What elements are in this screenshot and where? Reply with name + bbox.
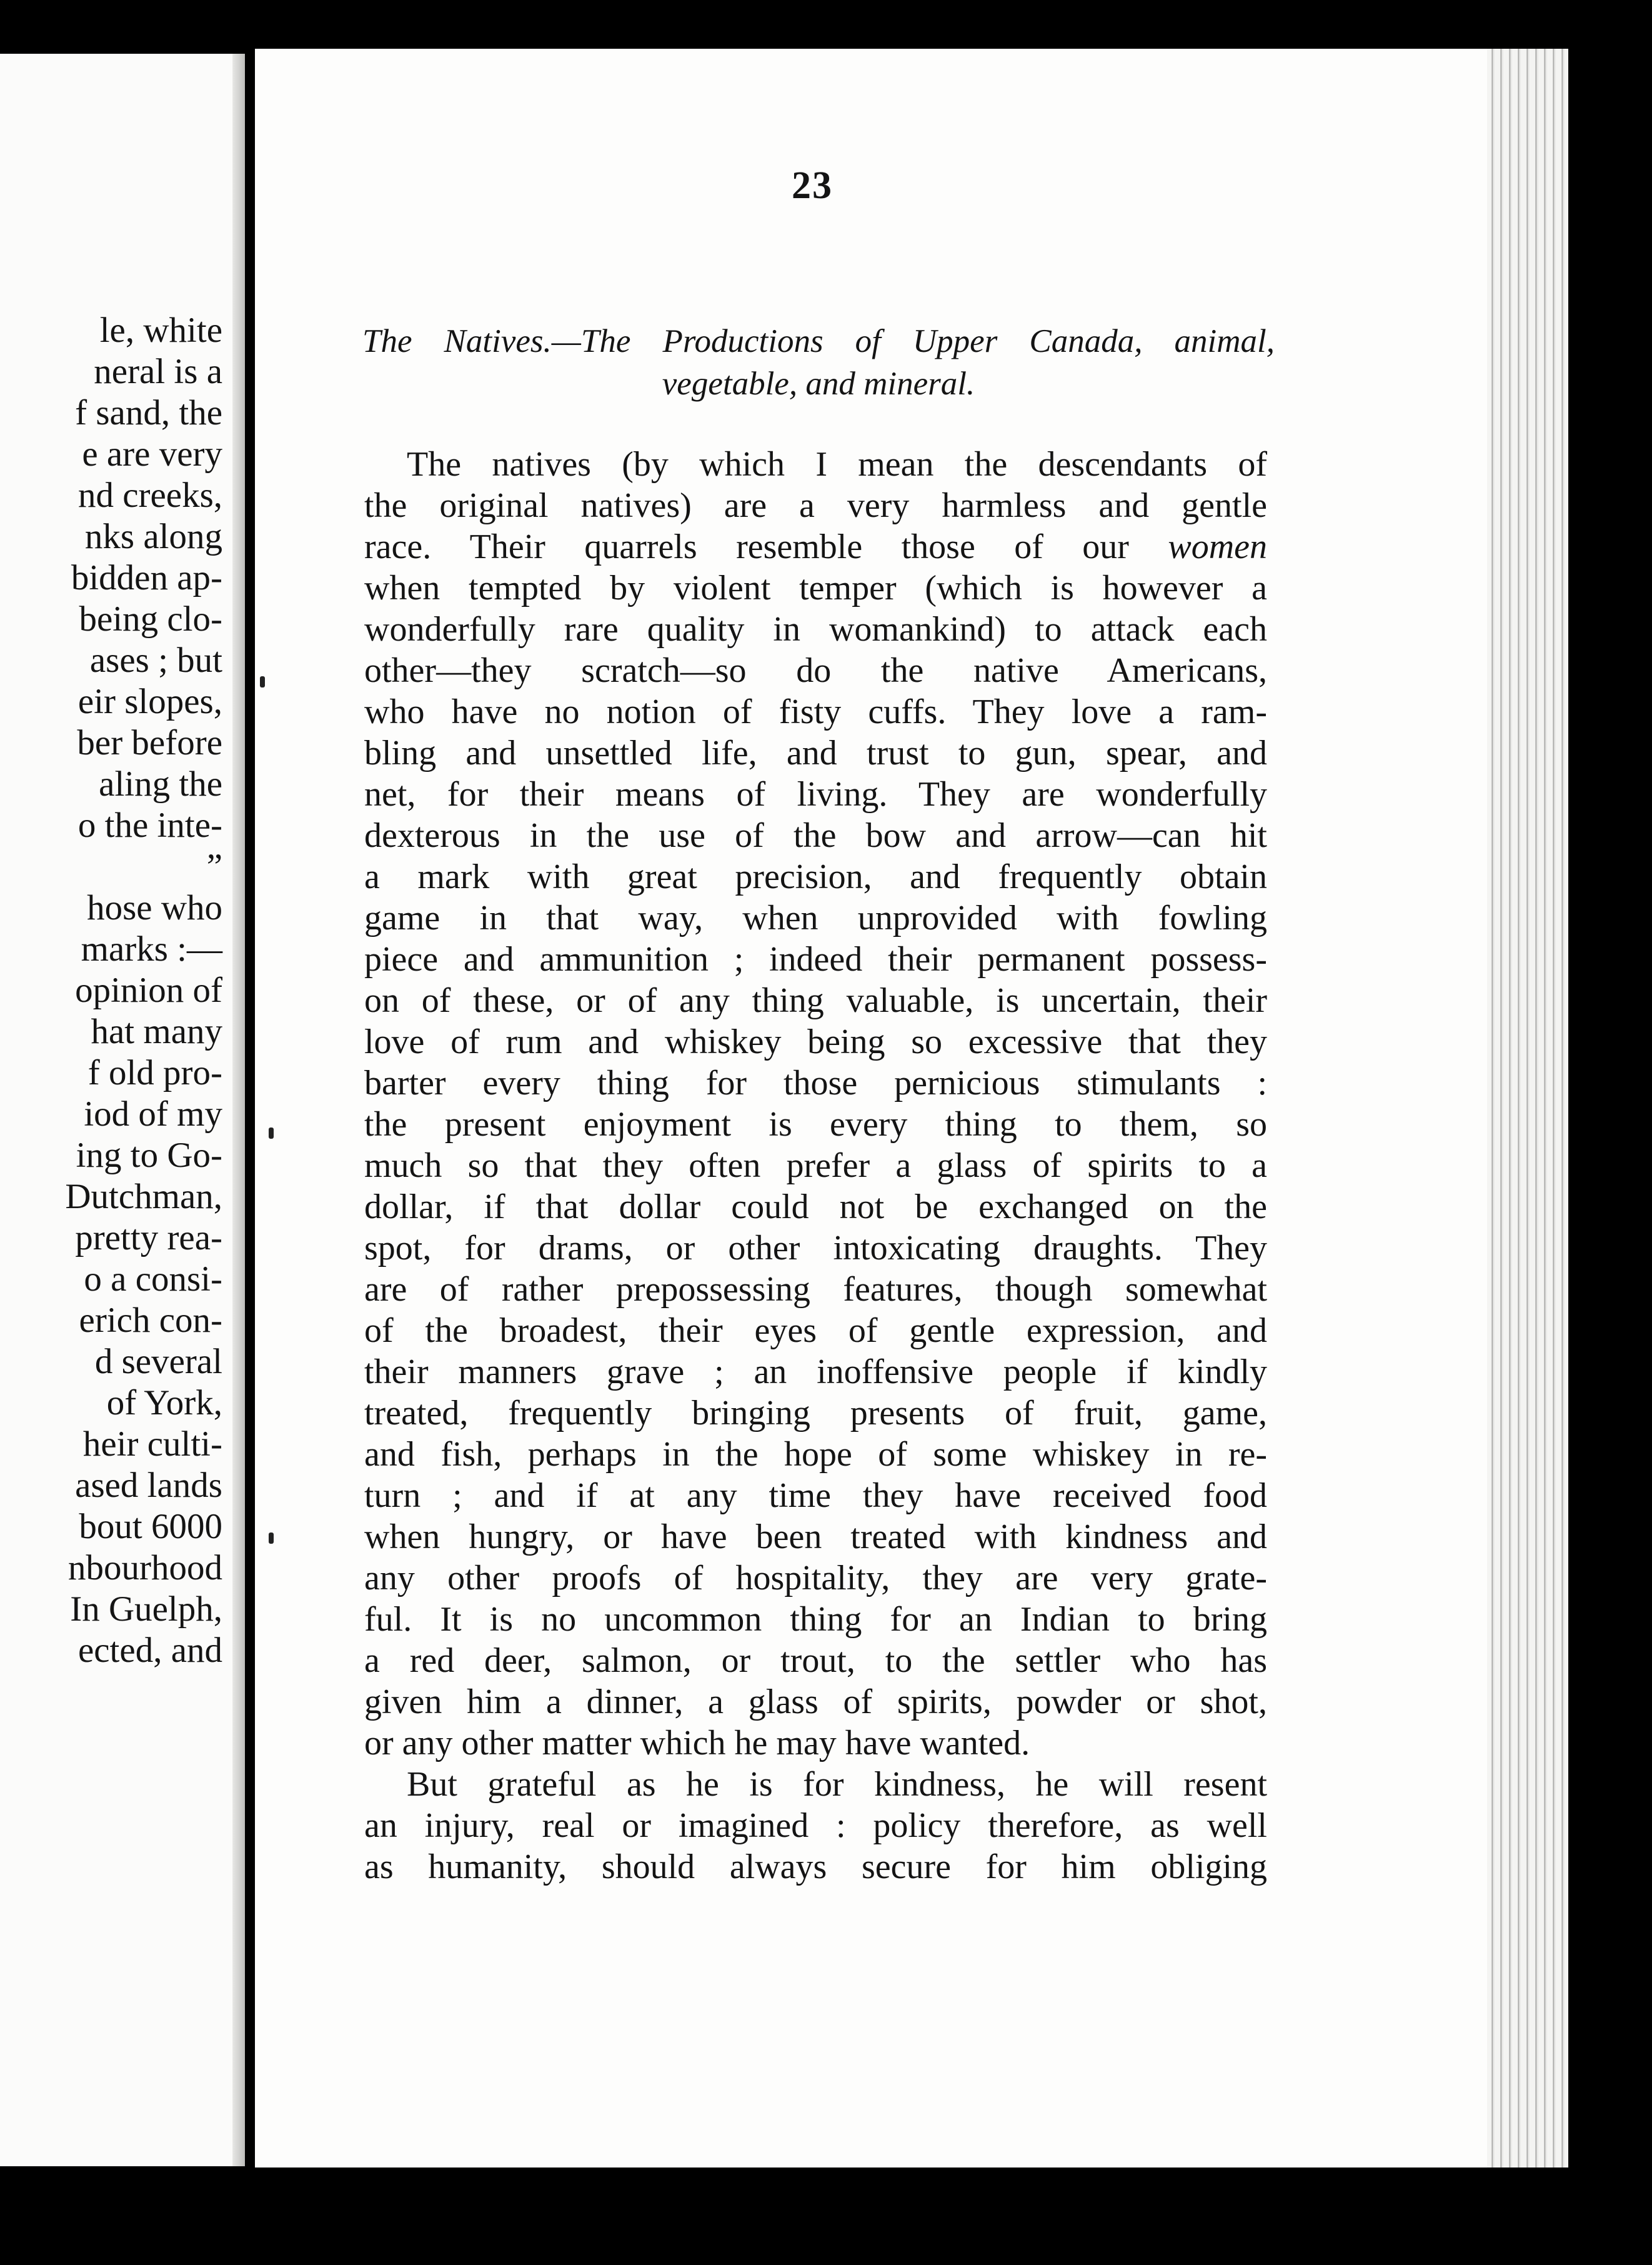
text-line: of the broadest, their eyes of gentle expression, and <box>364 1311 1267 1350</box>
page-number: 23 <box>792 164 833 207</box>
text-line: treated, frequently bringing presents of fruit, game, <box>364 1394 1267 1432</box>
left-page-line: In Guelph, <box>70 1589 222 1629</box>
left-page-line: bidden ap- <box>71 558 222 598</box>
text-line: race. Their quarrels resemble those of our women <box>364 528 1267 566</box>
page-edges <box>1487 49 1568 2168</box>
text-line: love of rum and whiskey being so excessive that they <box>364 1022 1267 1061</box>
left-page-line: ber before <box>77 723 222 762</box>
text-line: ful. It is no uncommon thing for an Indian to bring <box>364 1600 1267 1639</box>
text-line: much so that they often prefer a glass of spirits to a <box>364 1146 1267 1185</box>
text-line: bling and unsettled life, and trust to gun, spear, and <box>364 734 1267 772</box>
text-line: on of these, or of any thing valuable, is uncertain, their <box>364 981 1267 1020</box>
left-page-line: of York, <box>106 1383 222 1422</box>
left-page-line: le, white <box>99 311 222 350</box>
left-page-line: ected, and <box>77 1631 222 1670</box>
text-line: given him a dinner, a glass of spirits, powder or shot, <box>364 1682 1267 1721</box>
text-line: when tempted by violent temper (which is however a <box>364 569 1267 608</box>
left-page-line: f sand, the <box>75 393 222 432</box>
left-page-line: pretty rea- <box>75 1218 222 1258</box>
left-page-line: f old pro- <box>87 1053 222 1092</box>
left-page-line: bout 6000 <box>79 1507 222 1546</box>
text-line: an injury, real or imagined : policy therefore, as well <box>364 1806 1267 1845</box>
left-page-text <box>0 310 222 1671</box>
left-page-line: o the inte- <box>77 806 222 845</box>
left-page-line: o a consi- <box>84 1259 222 1299</box>
text-line: dexterous in the use of the bow and arrow—can hit <box>364 816 1267 855</box>
left-page-line: being clo- <box>79 599 222 639</box>
margin-mark <box>269 1128 274 1139</box>
text-line: other—they scratch—so do the native Americans, <box>364 651 1267 690</box>
left-page-line: nbourhood <box>68 1548 222 1588</box>
text-line: are of rather prepossessing features, though somewhat <box>364 1270 1267 1309</box>
left-page-line: eir slopes, <box>77 682 222 721</box>
text-line: The natives (by which I mean the descendants of <box>407 445 1267 484</box>
margin-mark <box>260 676 265 688</box>
text-line: turn ; and if at any time they have received food <box>364 1476 1267 1515</box>
left-page-line: nks along <box>84 517 222 556</box>
left-page-line: hat many <box>91 1012 222 1051</box>
chapter-heading <box>362 320 1275 405</box>
left-page-line: neral is a <box>94 352 222 391</box>
left-page-line: opinion of <box>75 971 222 1010</box>
left-page-line: nd creeks, <box>77 476 222 515</box>
heading-line-2: vegetable, and mineral. <box>662 366 975 402</box>
left-page-line: iod of my <box>84 1094 222 1134</box>
text-line: as humanity, should always secure for him obliging <box>364 1848 1267 1886</box>
text-line: when hungry, or have been treated with kindness and <box>364 1518 1267 1556</box>
text-line: game in that way, when unprovided with fowling <box>364 899 1267 938</box>
text-line: dollar, if that dollar could not be exchanged on the <box>364 1188 1267 1226</box>
text-line: or any other matter which he may have wanted. <box>364 1724 1030 1762</box>
left-page-line: marks :— <box>81 929 222 969</box>
left-page-line: ases ; but <box>89 641 222 680</box>
left-page-line: aling the <box>99 764 222 804</box>
left-page-line: hose who <box>87 888 222 928</box>
text-line: and fish, perhaps in the hope of some whiskey in re- <box>364 1435 1267 1474</box>
margin-mark <box>269 1532 274 1544</box>
text-line: wonderfully rare quality in womankind) to attack each <box>364 610 1267 649</box>
left-page-line: d several <box>94 1342 222 1381</box>
heading-line-1: The Natives.—The Productions of Upper Canada, animal, <box>362 323 1275 359</box>
left-page-line: erich con- <box>79 1301 222 1340</box>
text-line: spot, for drams, or other intoxicating draughts. They <box>364 1229 1267 1268</box>
text-line: any other proofs of hospitality, they are very grate- <box>364 1559 1267 1598</box>
body-text <box>364 444 1267 1888</box>
page-gutter <box>232 54 245 2166</box>
text-line: their manners grave ; an inoffensive people if kindly <box>364 1352 1267 1391</box>
text-line: But grateful as he is for kindness, he will resent <box>407 1765 1267 1804</box>
text-line: the present enjoyment is every thing to them, so <box>364 1105 1267 1144</box>
left-page-line: heir culti- <box>82 1424 222 1464</box>
left-page-line: ” <box>206 847 222 886</box>
left-page-line: e are very <box>82 434 222 474</box>
left-page-line: ased lands <box>75 1466 222 1505</box>
left-facing-page <box>0 54 245 2166</box>
text-line: the original natives) are a very harmless and gentle <box>364 486 1267 525</box>
left-page-line: ing to Go- <box>76 1136 222 1175</box>
text-line: who have no notion of fisty cuffs. They love a ram- <box>364 692 1267 731</box>
left-page-line: Dutchman, <box>65 1177 222 1216</box>
text-line: a red deer, salmon, or trout, to the settler who has <box>364 1641 1267 1680</box>
text-line: piece and ammunition ; indeed their permanent possess- <box>364 940 1267 979</box>
text-line: barter every thing for those pernicious stimulants : <box>364 1064 1267 1102</box>
text-line: net, for their means of living. They are wonderfully <box>364 775 1267 814</box>
text-line: a mark with great precision, and frequently obtain <box>364 858 1267 896</box>
